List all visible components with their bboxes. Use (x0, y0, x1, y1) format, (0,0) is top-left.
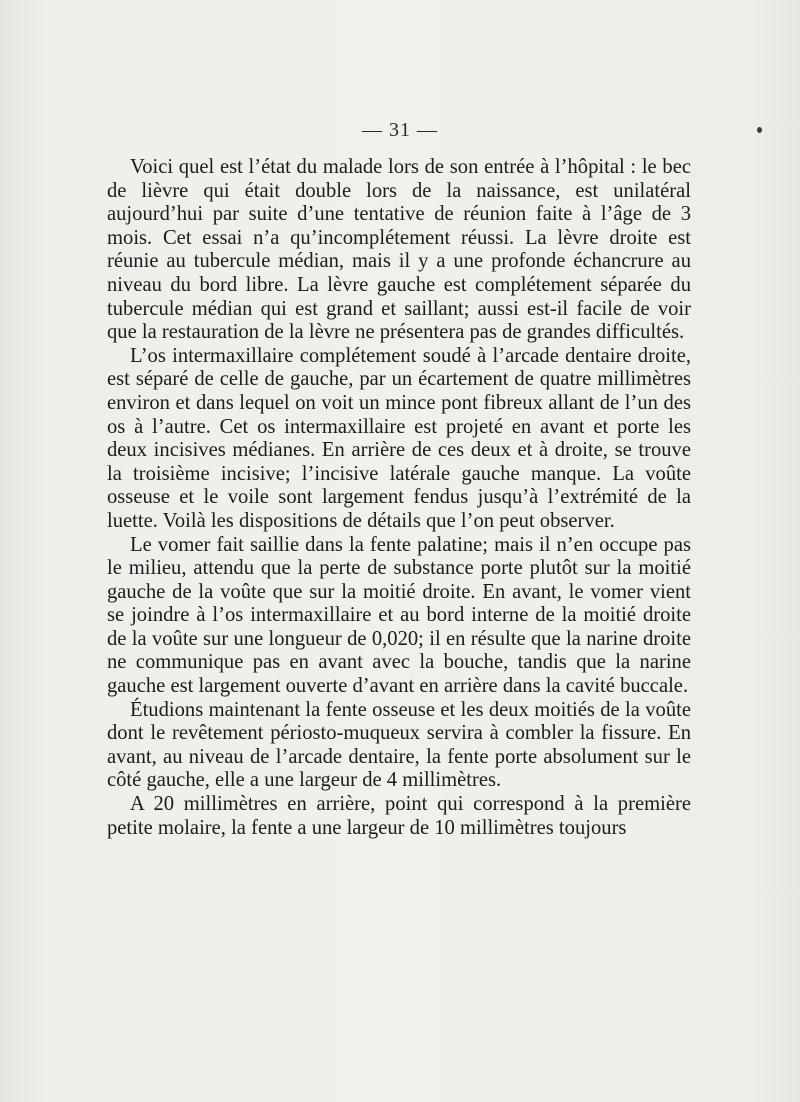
paragraph-vomer: Le vomer fait saillie dans la fente palatine; mais il n’en occupe pas le milieu, attendu que la perte de substance porte plutôt sur la moitié gauche de la voûte que sur la moitié droite. En avant, le vomer vient se joindre à l’os intermaxillaire et au bord interne de la moitié droite de la voûte sur une longueur de 0,020; il en résulte que la narine droite ne communique pas en avant avec la bouche, tandis que la narine gauche est largement ouverte d’avant en arrière dans la cavité buccale. (107, 533, 691, 698)
paragraph-etat-du-malade: Voici quel est l’état du malade lors de son entrée à l’hôpital : le bec de lièvre qui était double lors de la naissance, est unilatéral aujourd’hui par suite d’une tentative de réunion faite à l’âge de 3 mois. Cet essai n’a qu’incomplétement réussi. La lèvre droite est réunie au tubercule médian, mais il y a une profonde échancrure au niveau du bord libre. La lèvre gauche est complétement séparée du tubercule médian qui est grand et saillant; aussi est-il facile de voir que la restauration de la lèvre ne présentera pas de grandes difficultés. (107, 156, 691, 344)
ink-speck (757, 127, 762, 133)
paragraph-fente-osseuse: Étudions maintenant la fente osseuse et les deux moitiés de la voûte dont le revêtement périosto-muqueux servira à combler la fissure. En avant, au niveau de l’arcade dentaire, la fente porte absolument sur le côté gauche, elle a une largeur de 4 millimètres. (107, 698, 691, 792)
paragraph-os-intermaxillaire: L’os intermaxillaire complétement soudé à l’arcade dentaire droite, est séparé de celle de gauche, par un écartement de quatre millimètres environ et dans lequel on voit un mince pont fibreux allant de l’un des os à l’autre. Cet os intermaxillaire est projeté en avant et porte les deux incisives médianes. En arrière de ces deux et à droite, se trouve la troisième incisive; l’incisive latérale gauche manque. La voûte osseuse et le voile sont largement fendus jusqu’à l’extrémité de la luette. Voilà les dispositions de détails que l’on peut observer. (107, 344, 691, 532)
page-number: — 31 — (362, 119, 438, 141)
body-text (107, 156, 691, 840)
paragraph-premiere-molaire: A 20 millimètres en arrière, point qui correspond à la première petite molaire, la fente a une largeur de 10 millimètres toujours (107, 793, 691, 839)
